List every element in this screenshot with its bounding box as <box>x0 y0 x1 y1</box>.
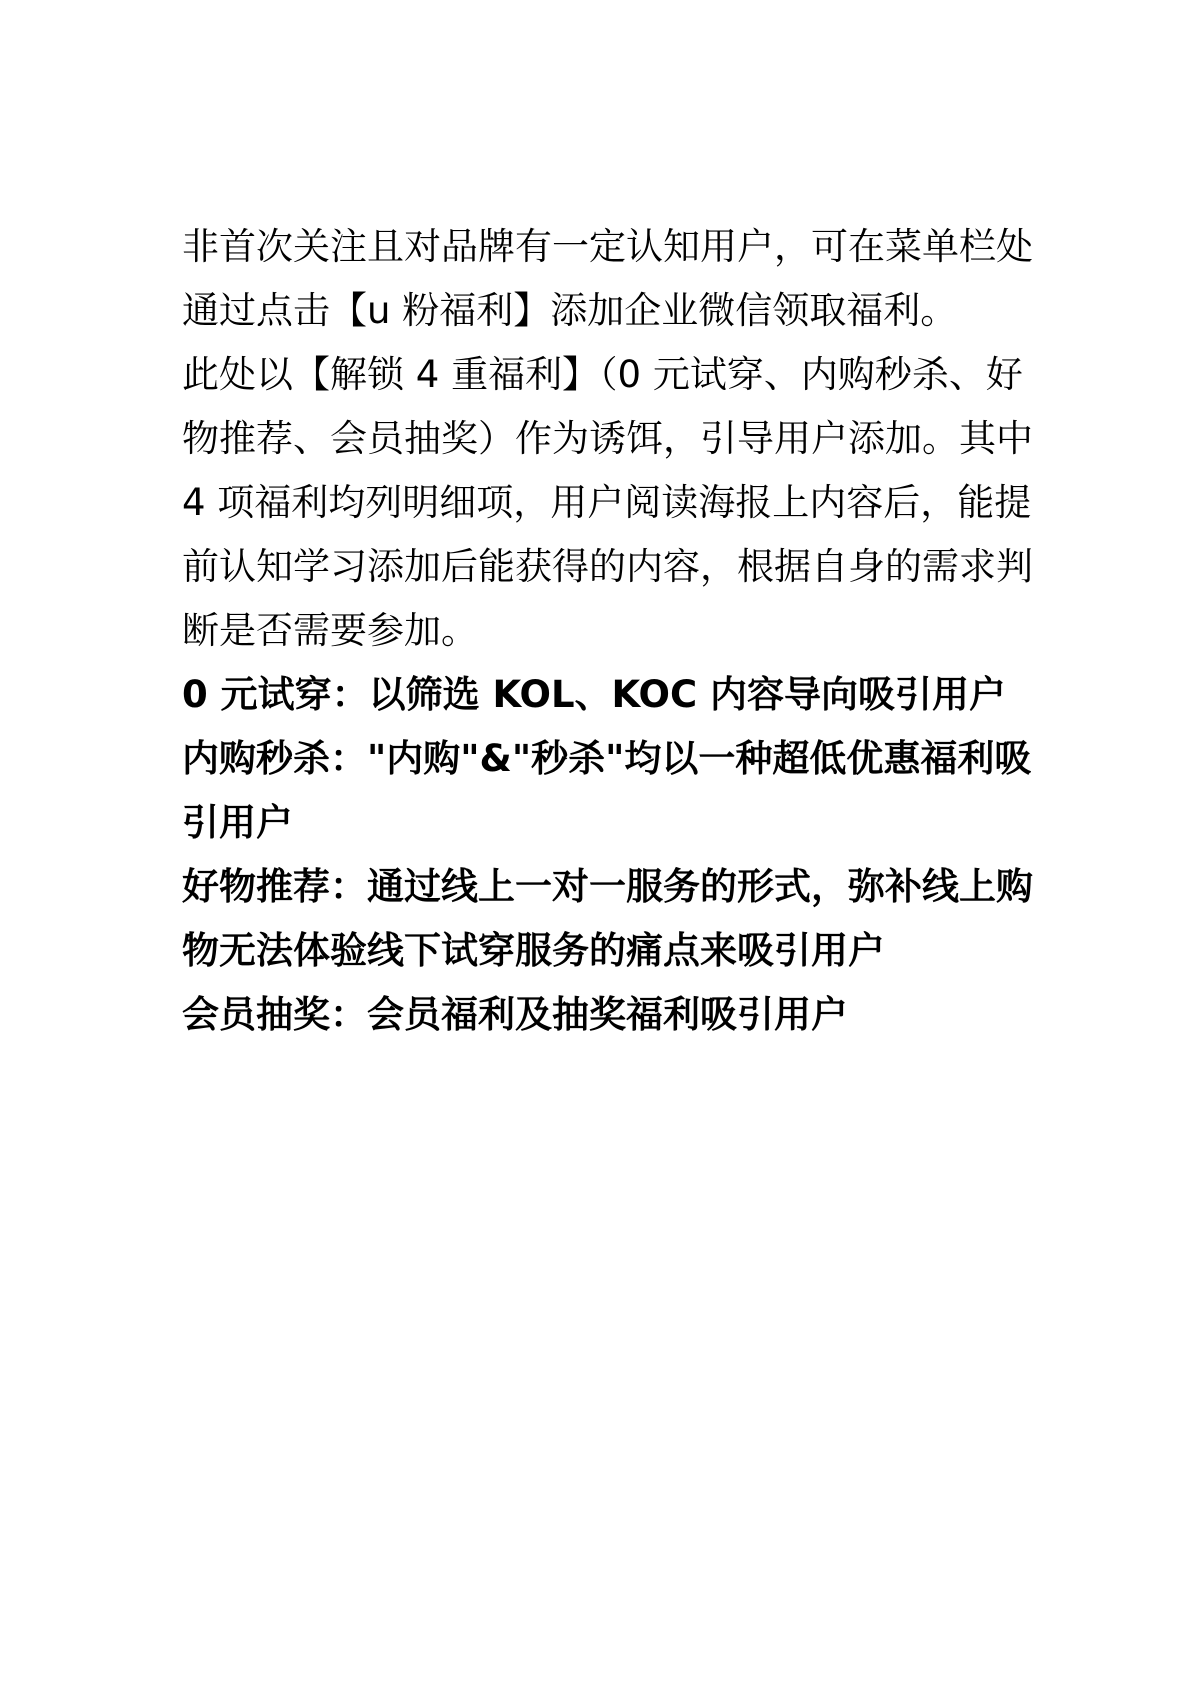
intro-paragraph: 非首次关注且对品牌有一定认知用户，可在菜单栏处通过点击【u 粉福利】添加企业微信领取福利。 <box>182 225 1033 332</box>
benefit-member-lottery-paragraph: 会员抽奖：会员福利及抽奖福利吸引用户 <box>182 993 848 1036</box>
document-body <box>182 215 1042 1047</box>
benefit-flash-sale-paragraph: 内购秒杀："内购"&"秒杀"均以一种超低优惠福利吸引用户 <box>182 737 1032 844</box>
benefits-description-paragraph: 此处以【解锁 4 重福利】（0 元试穿、内购秒杀、好物推荐、会员抽奖）作为诱饵，引导用户添加。其中 4 项福利均列明细项，用户阅读海报上内容后，能提前认知学习添加后能获得的内容，根据自身的需求判断是否需要参加。 <box>182 353 1033 652</box>
benefit-free-trial-paragraph: 0 元试穿：以筛选 KOL、KOC 内容导向吸引用户 <box>182 673 1007 716</box>
benefit-recommendation-paragraph: 好物推荐：通过线上一对一服务的形式，弥补线上购物无法体验线下试穿服务的痛点来吸引用户 <box>182 865 1033 972</box>
